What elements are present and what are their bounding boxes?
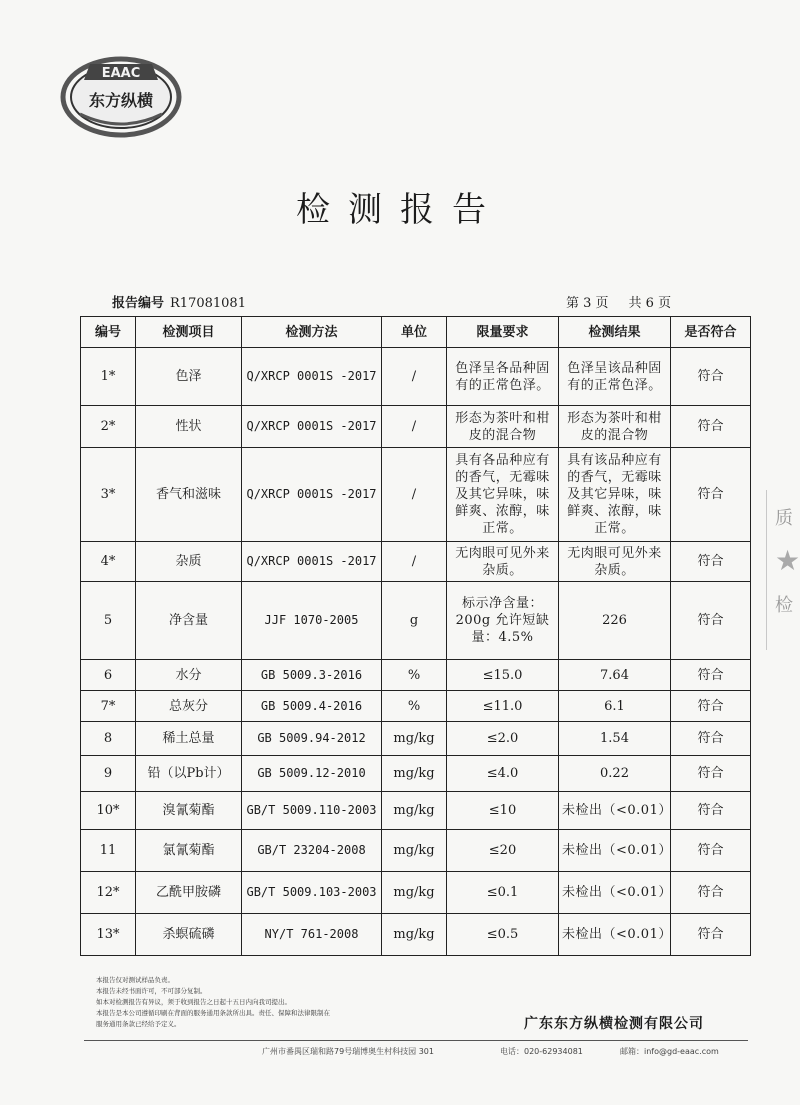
cell-item: 香气和滋味 — [136, 448, 242, 542]
col-header-unit: 单位 — [382, 317, 447, 348]
cell-limit: ≤0.1 — [447, 872, 559, 914]
cell-unit: g — [382, 582, 447, 660]
cell-unit: mg/kg — [382, 914, 447, 956]
cell-item: 杂质 — [136, 542, 242, 582]
cell-no: 1* — [81, 348, 136, 406]
col-header-no: 编号 — [81, 317, 136, 348]
cell-result: 0.22 — [559, 756, 671, 792]
cell-result: 具有该品种应有的香气，无霉味及其它异味，味鲜爽、浓醇，味正常。 — [559, 448, 671, 542]
cell-result: 6.1 — [559, 691, 671, 722]
table-header-row — [81, 317, 751, 348]
cell-no: 9 — [81, 756, 136, 792]
cell-method: Q/XRCP 0001S -2017 — [242, 348, 382, 406]
footer-note: 本报告是本公司遵循印刷在背面的服务通用条款所出具。责任、保障和法律限制在 — [96, 1009, 330, 1017]
cell-method: GB 5009.94-2012 — [242, 722, 382, 756]
table-row — [81, 660, 751, 691]
footer-notes — [96, 975, 426, 1030]
cell-conform: 符合 — [671, 660, 751, 691]
cell-limit: 色泽呈各品种固有的正常色泽。 — [447, 348, 559, 406]
cell-item: 色泽 — [136, 348, 242, 406]
cell-limit: ≤0.5 — [447, 914, 559, 956]
cell-result: 未检出（<0.01） — [559, 830, 671, 872]
table-row — [81, 872, 751, 914]
col-header-result: 检测结果 — [559, 317, 671, 348]
company-address: 广州市番禺区瑞和路79号瑞博奥生村科技园 301 — [262, 1047, 434, 1056]
footer-note: 如本对检测报告有异议，须于收到报告之日起十五日内向我司提出。 — [96, 998, 291, 1006]
cell-method: JJF 1070-2005 — [242, 582, 382, 660]
cell-method: Q/XRCP 0001S -2017 — [242, 542, 382, 582]
cell-item: 总灰分 — [136, 691, 242, 722]
logo-top-text: EAAC — [101, 66, 141, 81]
cell-conform: 符合 — [671, 348, 751, 406]
table-row — [81, 830, 751, 872]
star-icon: ★ — [775, 544, 800, 577]
cell-limit: 无肉眼可见外来杂质。 — [447, 542, 559, 582]
cell-result: 7.64 — [559, 660, 671, 691]
cell-item: 溴氰菊酯 — [136, 792, 242, 830]
cell-result: 未检出（<0.01） — [559, 914, 671, 956]
cell-limit: ≤2.0 — [447, 722, 559, 756]
cell-no: 7* — [81, 691, 136, 722]
cell-limit: ≤11.0 — [447, 691, 559, 722]
side-stamp-char: 检 — [775, 595, 793, 616]
cell-item: 杀螟硫磷 — [136, 914, 242, 956]
cell-no: 4* — [81, 542, 136, 582]
cell-unit: % — [382, 660, 447, 691]
footer-divider — [84, 1040, 748, 1041]
cell-conform: 符合 — [671, 914, 751, 956]
cell-unit: mg/kg — [382, 830, 447, 872]
cell-result: 1.54 — [559, 722, 671, 756]
table-row — [81, 792, 751, 830]
table-row — [81, 406, 751, 448]
test-results-table — [80, 316, 751, 956]
col-header-method: 检测方法 — [242, 317, 382, 348]
cell-conform: 符合 — [671, 756, 751, 792]
cell-unit: mg/kg — [382, 872, 447, 914]
page-total: 共 6 页 — [628, 296, 672, 311]
cell-no: 6 — [81, 660, 136, 691]
cell-method: GB 5009.12-2010 — [242, 756, 382, 792]
col-header-conform: 是否符合 — [671, 317, 751, 348]
cell-conform: 符合 — [671, 830, 751, 872]
cell-method: GB 5009.4-2016 — [242, 691, 382, 722]
cell-limit: 形态为茶叶和柑皮的混合物 — [447, 406, 559, 448]
col-header-item: 检测项目 — [136, 317, 242, 348]
cell-no: 13* — [81, 914, 136, 956]
cell-result: 未检出（<0.01） — [559, 872, 671, 914]
report-title: 检测报告 — [296, 190, 504, 230]
company-phone: 电话：020-62934081 — [500, 1047, 583, 1056]
cell-unit: / — [382, 448, 447, 542]
cell-unit: % — [382, 691, 447, 722]
table-row — [81, 448, 751, 542]
logo-brand-text: 东方纵横 — [88, 91, 154, 110]
cell-conform: 符合 — [671, 448, 751, 542]
cell-method: GB/T 23204-2008 — [242, 830, 382, 872]
table-row — [81, 914, 751, 956]
cell-unit: / — [382, 406, 447, 448]
cell-limit: 具有各品种应有的香气，无霉味及其它异味，味鲜爽、浓醇，味正常。 — [447, 448, 559, 542]
table-row — [81, 542, 751, 582]
page-indicator — [566, 292, 691, 311]
table-row — [81, 348, 751, 406]
cell-conform: 符合 — [671, 582, 751, 660]
side-seal-stamp — [766, 490, 800, 650]
report-number-label: 报告编号 — [112, 296, 165, 311]
cell-conform: 符合 — [671, 872, 751, 914]
cell-item: 氯氰菊酯 — [136, 830, 242, 872]
report-number — [112, 292, 246, 311]
cell-no: 11 — [81, 830, 136, 872]
cell-conform: 符合 — [671, 792, 751, 830]
cell-unit: / — [382, 348, 447, 406]
footer-note: 本报告仅对测试样品负责。 — [96, 976, 174, 984]
cell-unit: mg/kg — [382, 792, 447, 830]
cell-item: 稀土总量 — [136, 722, 242, 756]
cell-conform: 符合 — [671, 406, 751, 448]
cell-no: 3* — [81, 448, 136, 542]
cell-no: 2* — [81, 406, 136, 448]
cell-item: 乙酰甲胺磷 — [136, 872, 242, 914]
cell-no: 8 — [81, 722, 136, 756]
cell-item: 性状 — [136, 406, 242, 448]
table-row — [81, 582, 751, 660]
cell-limit: ≤10 — [447, 792, 559, 830]
company-name: 广东东方纵横检测有限公司 — [524, 1016, 704, 1032]
cell-result: 未检出（<0.01） — [559, 792, 671, 830]
cell-result: 无肉眼可见外来杂质。 — [559, 542, 671, 582]
side-stamp-char: 质 — [775, 508, 793, 529]
cell-no: 5 — [81, 582, 136, 660]
cell-method: GB 5009.3-2016 — [242, 660, 382, 691]
cell-limit: 标示净含量：200g 允许短缺量：4.5% — [447, 582, 559, 660]
cell-limit: ≤15.0 — [447, 660, 559, 691]
cell-result: 色泽呈该品种固有的正常色泽。 — [559, 348, 671, 406]
table-row — [81, 722, 751, 756]
cell-unit: mg/kg — [382, 756, 447, 792]
footer-note: 服务通用条款已经给予定义。 — [96, 1020, 181, 1028]
table-row — [81, 691, 751, 722]
cell-method: GB/T 5009.110-2003 — [242, 792, 382, 830]
cell-item: 铅（以Pb计） — [136, 756, 242, 792]
col-header-limit: 限量要求 — [447, 317, 559, 348]
cell-no: 12* — [81, 872, 136, 914]
footer-note: 本报告未经书面许可，不可部分复制。 — [96, 987, 207, 995]
report-number-value: R17081081 — [170, 296, 246, 311]
cell-conform: 符合 — [671, 691, 751, 722]
table-row — [81, 756, 751, 792]
cell-method: GB/T 5009.103-2003 — [242, 872, 382, 914]
page-current: 第 3 页 — [566, 296, 609, 311]
cell-limit: ≤20 — [447, 830, 559, 872]
company-email: 邮箱：info@gd-eaac.com — [620, 1047, 719, 1056]
cell-no: 10* — [81, 792, 136, 830]
cell-conform: 符合 — [671, 722, 751, 756]
cell-result: 226 — [559, 582, 671, 660]
cell-method: Q/XRCP 0001S -2017 — [242, 448, 382, 542]
cell-conform: 符合 — [671, 542, 751, 582]
company-logo — [60, 50, 182, 140]
cell-item: 净含量 — [136, 582, 242, 660]
cell-method: NY/T 761-2008 — [242, 914, 382, 956]
cell-unit: / — [382, 542, 447, 582]
cell-unit: mg/kg — [382, 722, 447, 756]
cell-limit: ≤4.0 — [447, 756, 559, 792]
cell-method: Q/XRCP 0001S -2017 — [242, 406, 382, 448]
cell-item: 水分 — [136, 660, 242, 691]
cell-result: 形态为茶叶和柑皮的混合物 — [559, 406, 671, 448]
